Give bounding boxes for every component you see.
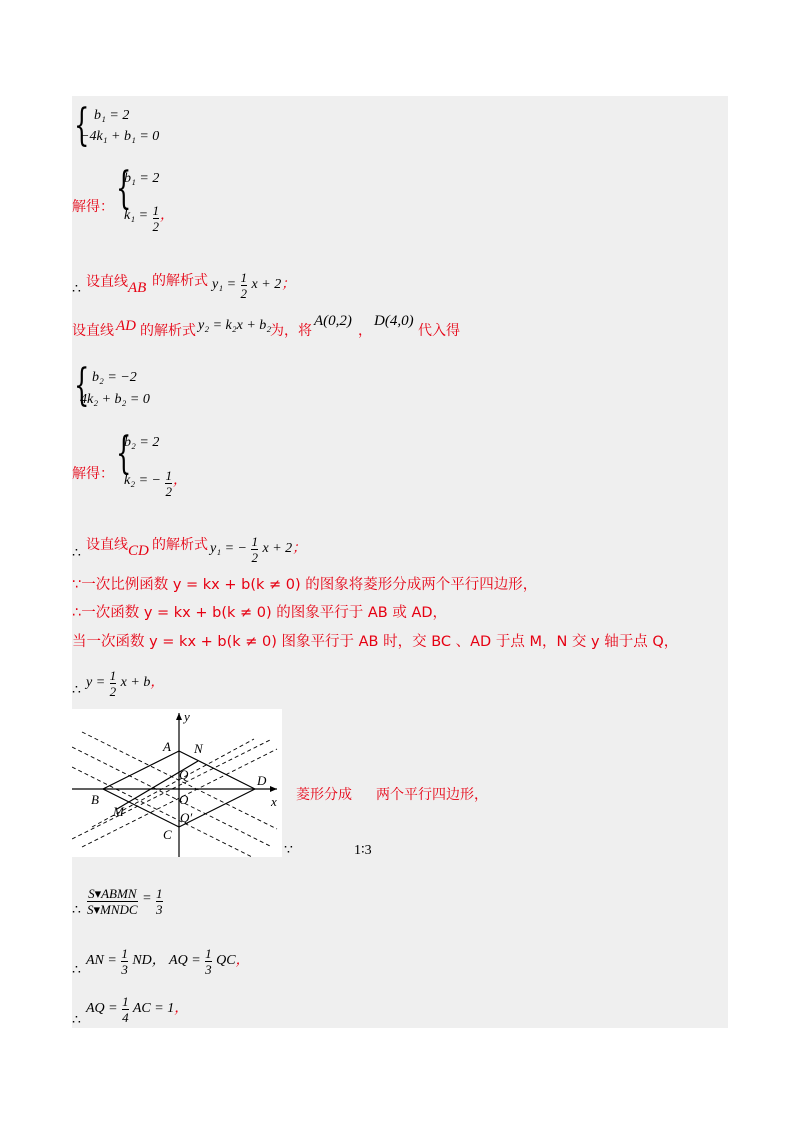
left-brace: { (74, 100, 90, 151)
fraction-denominator: 2 (251, 550, 258, 565)
fraction-denominator: 2 (152, 219, 160, 234)
fraction-numerator: 1 (156, 886, 163, 901)
text: 的解析式 (152, 273, 208, 289)
fraction (205, 946, 212, 977)
equation (86, 994, 188, 1025)
fraction-numerator: 1 (240, 270, 248, 285)
label-solve: 解得： (72, 199, 114, 215)
fraction (121, 946, 128, 977)
equation (212, 270, 295, 301)
fraction (110, 668, 117, 699)
fraction-numerator: 1 (251, 534, 258, 549)
label-q-prime: Q′ (180, 810, 193, 825)
equation (124, 468, 187, 499)
text: 设直线 (86, 274, 128, 290)
label-y: y (184, 709, 190, 724)
fraction-numerator: 1 (122, 994, 129, 1009)
label-c: C (163, 827, 172, 842)
equation-rhs: x + 2 (251, 277, 282, 292)
line-name: AB (128, 280, 147, 296)
figure-caption: 两个平行四边形， (376, 787, 488, 803)
fraction (122, 994, 129, 1025)
document-page (72, 96, 728, 1028)
equation (210, 534, 306, 565)
fraction-numerator: 1 (205, 946, 212, 961)
fraction-numerator: 1 (121, 946, 128, 961)
equation-lhs: AQ = (86, 1001, 118, 1016)
punctuation: ， (235, 953, 250, 968)
fraction-denominator: 3 (121, 962, 128, 977)
label-n: N (194, 741, 203, 756)
fraction-numerator: 1 (152, 203, 160, 218)
fraction (165, 468, 172, 499)
label-a: A (163, 739, 171, 754)
left-brace: { (116, 163, 132, 214)
fraction-denominator: 3 (205, 962, 212, 977)
punctuation: ， (172, 473, 187, 488)
fraction-numerator: 1 (165, 468, 172, 483)
point: D(4,0) (374, 313, 414, 329)
label-x: x (271, 794, 277, 809)
label-q: Q (179, 767, 189, 782)
fraction-denominator: 2 (165, 484, 172, 499)
text: 的解析式 (152, 537, 208, 553)
fraction (156, 886, 163, 917)
statement-because: ∵一次比例函数 y = kx + b(k ≠ 0) 的图象将菱形分成两个平行四边形， (72, 577, 538, 593)
equation (86, 886, 164, 917)
text: 设直线 (86, 537, 128, 553)
dashed-lines (72, 732, 277, 857)
statement-therefore: ∴一次函数 y = kx + b(k ≠ 0) 的图象平行于 AB 或 AD， (72, 605, 448, 621)
equation-rhs: x + 2 (262, 541, 293, 556)
equation-rhs: x + b (120, 675, 151, 690)
equation: 4k₂ + b₂ = 0 (80, 392, 150, 407)
left-brace: { (74, 360, 90, 411)
text: 代入得 (418, 323, 460, 339)
line-name: AD (116, 318, 136, 334)
equation: b₂ = −2 (92, 370, 137, 385)
punctuation: ； (281, 277, 296, 292)
text: 的解析式 (140, 323, 196, 339)
punctuation: ， (174, 1001, 189, 1016)
equation-rhs: QC (216, 953, 236, 968)
therefore-symbol: ∴ (72, 903, 81, 918)
equation-lhs: AQ = (169, 953, 201, 968)
label-o: O (179, 792, 189, 807)
therefore-symbol: ∴ (72, 546, 81, 561)
label-d: D (257, 773, 267, 788)
punctuation: ； (292, 541, 307, 556)
fraction-denominator: 4 (122, 1010, 129, 1025)
equation (124, 203, 174, 234)
statement-when: 当一次函数 y = kx + b(k ≠ 0) 图象平行于 AB 时，交 BC 、AD 于点 M，N 交 y 轴于点 Q， (72, 634, 679, 650)
equation: b₁ = 2 (94, 108, 130, 123)
equation: y₂ = k₂x + b₂ (198, 318, 272, 333)
equals-sign: = (142, 891, 152, 906)
because-symbol: ∵ (284, 843, 293, 858)
x-axis-arrow (270, 786, 277, 792)
fraction-denominator: 2 (109, 684, 117, 699)
fraction-numerator: S▾ABMN (88, 886, 137, 901)
equation-lhs: k₂ = − (124, 473, 161, 488)
fraction (153, 203, 160, 234)
text: 为，将 (270, 323, 312, 339)
equation: b₁ = 2 (124, 171, 160, 186)
punctuation: ， (358, 323, 372, 339)
equation (86, 946, 250, 977)
punctuation: ， (150, 675, 165, 690)
equation-lhs: y₁ = − (210, 541, 247, 556)
equation-lhs: y₁ = (212, 277, 237, 292)
ratio-text: 1∶3 (354, 843, 372, 858)
label-b: B (91, 792, 99, 807)
therefore-symbol: ∴ (72, 963, 81, 978)
label-m: M (113, 804, 124, 819)
therefore-symbol: ∴ (72, 282, 81, 297)
punctuation: ， (160, 208, 175, 223)
equation-lhs: AN = (86, 953, 117, 968)
equation: −4k₁ + b₁ = 0 (80, 129, 160, 144)
line-name: CD (128, 543, 149, 559)
fraction-denominator: 3 (156, 902, 163, 917)
y-axis-arrow (176, 713, 182, 720)
equation-rhs: ND， (132, 953, 166, 968)
equation (86, 668, 164, 699)
therefore-symbol: ∴ (72, 1013, 81, 1028)
fraction (87, 886, 138, 917)
figure-caption: 菱形分成 (296, 787, 352, 803)
fraction-denominator: 2 (240, 286, 248, 301)
equation: b₂ = 2 (124, 435, 160, 450)
dashed-line (72, 747, 272, 847)
left-brace: { (116, 428, 132, 479)
rhombus-figure (72, 709, 282, 857)
equation-rhs: AC = 1 (132, 1001, 175, 1016)
text: 设直线 (72, 323, 114, 339)
fraction (251, 534, 258, 565)
fraction-numerator: 1 (109, 668, 117, 683)
equation-lhs: k₁ = (124, 208, 149, 223)
equation-lhs: y = (86, 675, 106, 690)
fraction (241, 270, 248, 301)
fraction-denominator: S▾MNDC (87, 902, 138, 917)
label-solve: 解得： (72, 466, 114, 482)
point: A(0,2) (314, 313, 352, 329)
rhombus-diagram (72, 709, 282, 857)
therefore-symbol: ∴ (72, 683, 81, 698)
